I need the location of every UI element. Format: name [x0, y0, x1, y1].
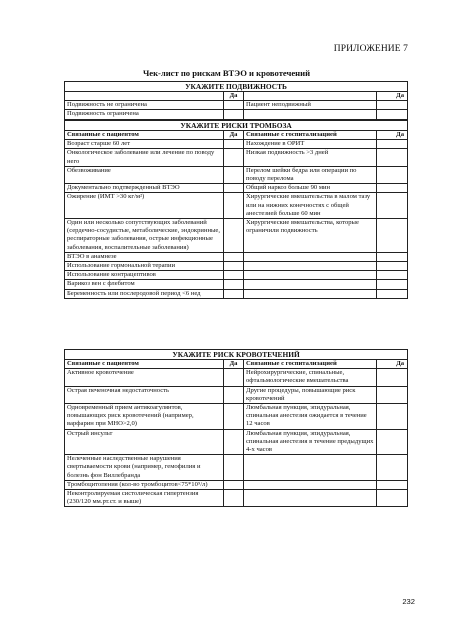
risk-hospital: Нахождение в ОРИТ	[244, 140, 377, 149]
risk-hospital	[244, 455, 377, 481]
checkbox-cell[interactable]	[377, 480, 408, 489]
risk-patient: ВТЭО в анамнезе	[65, 252, 224, 261]
risk-hospital	[244, 252, 377, 261]
risk-hospital: Низкая подвижность >3 дней	[244, 149, 377, 166]
yes-column-header: Да	[224, 360, 244, 369]
checkbox-cell[interactable]	[377, 184, 408, 193]
checkbox-cell[interactable]	[377, 280, 408, 289]
risk-hospital: Люмбальная пункция, эпидуральная, спинальная анестезия в течение предыдущих 4-х часов	[244, 429, 377, 455]
hospital-column-header: Связанные с госпитализацией	[244, 360, 377, 369]
checkbox-cell[interactable]	[224, 110, 244, 119]
yes-column-header: Да	[224, 92, 244, 101]
table-row	[65, 166, 408, 183]
risk-patient: Онкологическое заболевание или лечение по поводу него	[65, 149, 224, 166]
risk-patient: Острая печеночная недостаточность	[65, 386, 224, 403]
checkbox-cell[interactable]	[224, 252, 244, 261]
checkbox-cell[interactable]	[224, 262, 244, 271]
patient-column-header: Связанные с пациентом	[65, 360, 224, 369]
risk-hospital: Хирургические вмешательства, которые ограничили подвижность	[244, 219, 377, 253]
table-row	[65, 149, 408, 166]
checkbox-cell[interactable]	[224, 480, 244, 489]
checkbox-cell[interactable]	[224, 193, 244, 219]
page-number: 232	[402, 597, 415, 606]
checkbox-cell[interactable]	[224, 219, 244, 253]
checkbox-cell[interactable]	[377, 386, 408, 403]
table-row	[65, 193, 408, 219]
table-row	[65, 140, 408, 149]
checkbox-cell[interactable]	[224, 184, 244, 193]
risk-hospital: Общий наркоз больше 90 мин	[244, 184, 377, 193]
risk-hospital: Другие процедуры, повышающие риск кровотечений	[244, 386, 377, 403]
risk-hospital	[244, 490, 377, 507]
checkbox-cell[interactable]	[224, 140, 244, 149]
yes-column-header: Да	[224, 131, 244, 140]
bleeding-heading: УКАЖИТЕ РИСК КРОВОТЕЧЕНИЙ	[65, 350, 408, 360]
checkbox-cell[interactable]	[377, 219, 408, 253]
mobility-option: Пациент неподвижный	[244, 101, 377, 110]
risk-patient: Использование контрацептивов	[65, 271, 224, 280]
table-row	[65, 490, 408, 507]
patient-column-header: Связанные с пациентом	[65, 131, 224, 140]
risk-hospital: Перелом шейки бедра или операции по поводу перелома	[244, 166, 377, 183]
appendix-label: ПРИЛОЖЕНИЕ 7	[333, 44, 408, 54]
checkbox-cell[interactable]	[377, 369, 408, 386]
thrombosis-heading: УКАЖИТЕ РИСКИ ТРОМБОЗА	[65, 121, 408, 131]
mobility-option	[244, 110, 377, 119]
risk-patient: Варикоз вен с флебитом	[65, 280, 224, 289]
table-row	[65, 271, 408, 280]
table-row	[65, 386, 408, 403]
risk-hospital: Люмбальная пункция, эпидуральная, спинальная анестезия ожидается в течение 12 часов	[244, 404, 377, 430]
checkbox-cell[interactable]	[224, 386, 244, 403]
table-row	[65, 289, 408, 298]
risk-patient: Использование гормональной терапии	[65, 262, 224, 271]
checkbox-cell[interactable]	[224, 455, 244, 481]
checkbox-cell[interactable]	[377, 252, 408, 261]
risk-patient: Неконтролируемая систолическая гипертензия (230/120 мм.рт.ст. и выше)	[65, 490, 224, 507]
checkbox-cell[interactable]	[377, 166, 408, 183]
checkbox-cell[interactable]	[224, 166, 244, 183]
table-row	[65, 252, 408, 261]
checkbox-cell[interactable]	[377, 289, 408, 298]
table-row	[65, 101, 408, 110]
mobility-table	[64, 81, 408, 120]
checkbox-cell[interactable]	[377, 262, 408, 271]
risk-hospital: Хирургические вмешательства в малом тазу или на нижних конечностях с общей анестезией больше 60 мин	[244, 193, 377, 219]
checkbox-cell[interactable]	[377, 455, 408, 481]
checkbox-cell[interactable]	[224, 404, 244, 430]
mobility-option: Подвижность ограничена	[65, 110, 224, 119]
mobility-heading: УКАЖИТЕ ПОДВИЖНОСТЬ	[65, 82, 408, 92]
checkbox-cell[interactable]	[224, 271, 244, 280]
checkbox-cell[interactable]	[224, 149, 244, 166]
checkbox-cell[interactable]	[224, 429, 244, 455]
risk-patient: Возраст старше 60 лет	[65, 140, 224, 149]
checkbox-cell[interactable]	[377, 140, 408, 149]
risk-hospital	[244, 271, 377, 280]
checkbox-cell[interactable]	[377, 404, 408, 430]
checkbox-cell[interactable]	[377, 193, 408, 219]
risk-patient: Беременность или послеродовой период <6 нед	[65, 289, 224, 298]
checkbox-cell[interactable]	[224, 101, 244, 110]
checkbox-cell[interactable]	[377, 429, 408, 455]
yes-column-header: Да	[377, 360, 408, 369]
yes-column-header: Да	[377, 131, 408, 140]
risk-hospital	[244, 480, 377, 489]
risk-patient: Обезвоживание	[65, 166, 224, 183]
empty-cell	[244, 92, 377, 101]
table-row	[65, 110, 408, 119]
hospital-column-header: Связанные с госпитализацией	[244, 131, 377, 140]
table-row	[65, 262, 408, 271]
checkbox-cell[interactable]	[224, 289, 244, 298]
risk-hospital	[244, 280, 377, 289]
checkbox-cell[interactable]	[224, 280, 244, 289]
thrombosis-table	[64, 120, 408, 299]
risk-hospital: Нейрохирургические, спинальные, офтальмологические вмешательства	[244, 369, 377, 386]
checkbox-cell[interactable]	[377, 490, 408, 507]
risk-patient: Активное кровотечение	[65, 369, 224, 386]
risk-patient: Один или несколько сопутствующих заболеваний (сердечно-сосудистые, метаболические, эндокринные, респираторные заболевания, острые инфекционные заболевания, воспалительные заболевания)	[65, 219, 224, 253]
risk-hospital	[244, 262, 377, 271]
table-row	[65, 404, 408, 430]
bleeding-table	[64, 349, 408, 507]
risk-patient: Тромбоцитопения (кол-во тромбоцитов<75*10⁹/л)	[65, 480, 224, 489]
mobility-option: Подвижность не ограничена	[65, 101, 224, 110]
table-row	[65, 219, 408, 253]
table-row	[65, 280, 408, 289]
table-row	[65, 429, 408, 455]
checkbox-cell[interactable]	[224, 490, 244, 507]
risk-patient: Нелеченные наследственные нарушения свертываемости крови (например, гемофилия и болезнь фон Виллебранда	[65, 455, 224, 481]
table-row	[65, 455, 408, 481]
risk-patient: Острый инсульт	[65, 429, 224, 455]
table-row	[65, 369, 408, 386]
yes-column-header: Да	[377, 92, 408, 101]
checkbox-cell[interactable]	[377, 271, 408, 280]
risk-patient: Одновременный прием антикоагулянтов, повышающих риск кровотечений (например, варфарин при МНО>2,0)	[65, 404, 224, 430]
empty-cell	[65, 92, 224, 101]
document-title: Чек-лист по рискам ВТЭО и кровотечений	[142, 68, 311, 78]
risk-hospital	[244, 289, 377, 298]
checkbox-cell[interactable]	[377, 110, 408, 119]
checkbox-cell[interactable]	[377, 149, 408, 166]
risk-patient: Ожирение (ИМТ >30 кг/м²)	[65, 193, 224, 219]
checkbox-cell[interactable]	[224, 369, 244, 386]
checkbox-cell[interactable]	[377, 101, 408, 110]
table-row	[65, 480, 408, 489]
table-row	[65, 184, 408, 193]
risk-patient: Документально подтвержденный ВТЭО	[65, 184, 224, 193]
